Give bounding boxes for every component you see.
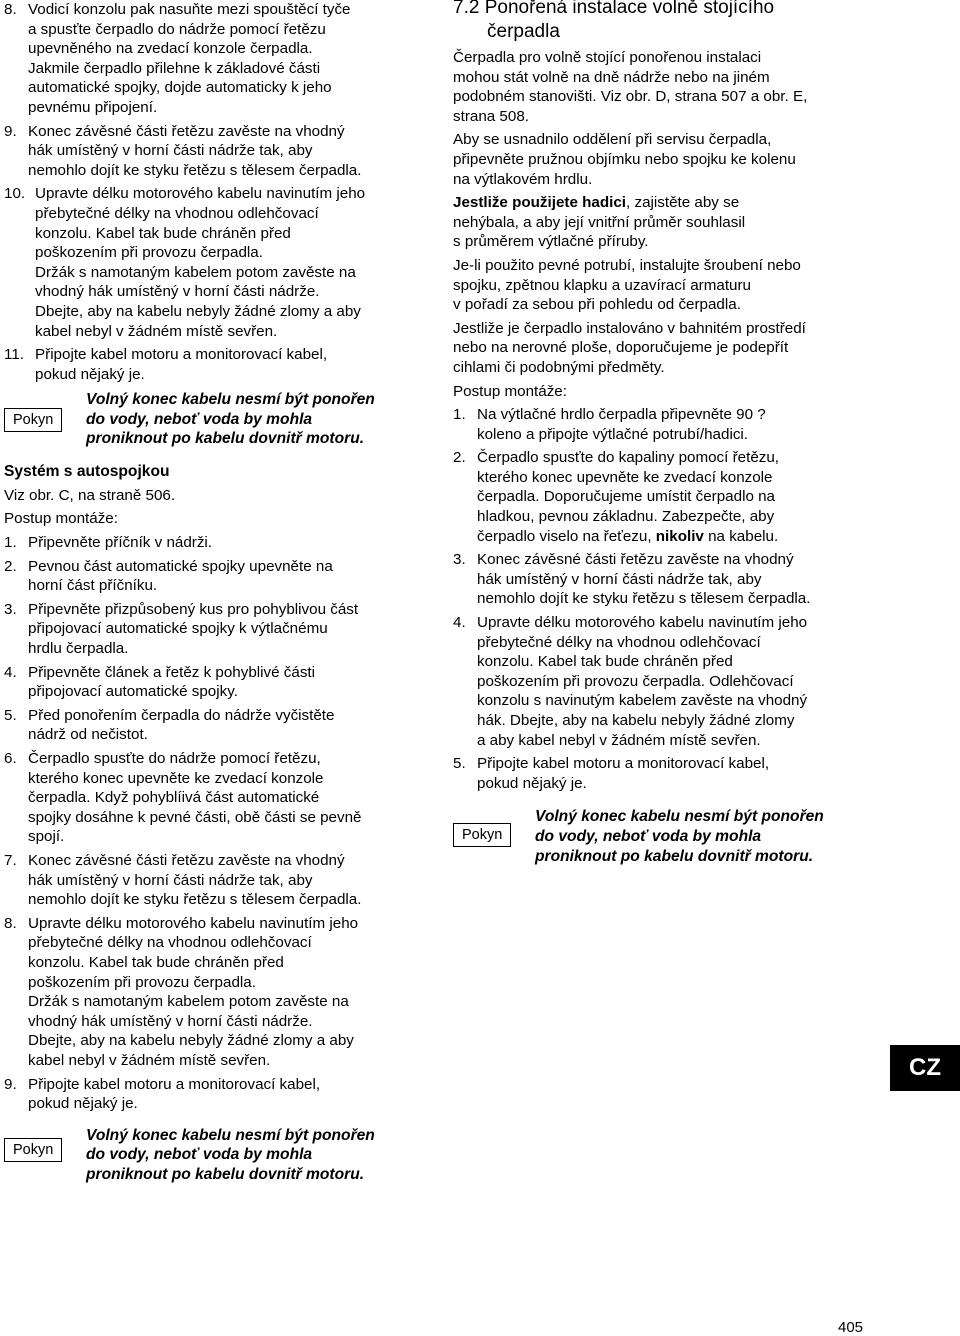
page-number: 405: [838, 1319, 864, 1336]
text-line: poškozením při provozu čerpadla.: [28, 973, 256, 991]
text-line: Připojte kabel motoru a monitorovací kabel,: [28, 1075, 321, 1093]
text-line: s průměrem výtlačné příruby.: [453, 233, 649, 251]
paragraph-rigid-pipe: [453, 256, 873, 315]
text-line: a aby kabel nebyl v žádném místě sevřen.: [477, 731, 761, 749]
warning-text: [86, 1126, 422, 1185]
text-line: kterého konec upevněte ke zvedací konzole: [477, 468, 773, 486]
text-line: Upravte délku motorového kabelu navinutím jeho: [35, 185, 366, 203]
text-line: připevněte pružnou objímku nebo spojku ke kolenu: [453, 150, 796, 168]
text-line: Připojte kabel motoru a monitorovací kabel,: [35, 346, 328, 364]
text-line: hrdlu čerpadla.: [28, 640, 129, 658]
text-line: Připevněte přizpůsobený kus pro pohyblivou část: [28, 600, 359, 618]
warning-text: [86, 390, 422, 449]
list-item: [4, 122, 422, 181]
list-item: [4, 1075, 422, 1114]
right-steps-list: [453, 550, 873, 793]
section-heading-line: [453, 0, 873, 20]
step-number: 9.: [4, 122, 17, 140]
text-line: strana 508.: [453, 107, 529, 125]
continued-steps-list: [4, 0, 422, 384]
text-line: konzolu. Kabel tak bude chráněn před: [477, 653, 733, 671]
step-number: 9.: [4, 1075, 17, 1093]
text-line: nemohlo dojít ke styku řetězu s tělesem čerpadla.: [28, 891, 362, 909]
text-line: kterého konec upevněte ke zvedací konzole: [28, 769, 324, 787]
warning-line: proniknout po kabelu dovnitř motoru.: [535, 847, 814, 865]
warning-line: do vody, neboť voda by mohla: [535, 827, 762, 845]
list-item: [453, 613, 873, 750]
text-line: přebytečné délky na vhodnou odlehčovací: [35, 204, 319, 222]
list-item: [4, 557, 422, 596]
step-number: 10.: [4, 185, 26, 203]
pokyn-badge: Pokyn: [453, 823, 511, 847]
text-line: v pořadí za sebou při pohledu od čerpadla.: [453, 296, 741, 314]
warning-line: do vody, neboť voda by mohla: [86, 410, 313, 428]
step-number: 3.: [453, 551, 466, 569]
text-line: Aby se usnadnilo oddělení při servisu čerpadla,: [453, 131, 772, 149]
step-number: 5.: [453, 755, 466, 773]
text-line: Jestliže je čerpadlo instalováno v bahnitém prostředí: [453, 319, 806, 337]
list-item: [4, 600, 422, 659]
list-item: [4, 663, 422, 702]
paragraph-service: [453, 130, 873, 189]
text-line: hladkou, pevnou základnu. Zabezpečte, aby: [477, 508, 775, 526]
text-line: nebo na nerovné ploše, doporučujeme je podepřít: [453, 339, 789, 357]
warning-note-3: [453, 807, 873, 867]
step-number: 1.: [4, 534, 17, 552]
text-fragment: čerpadlo viselo na řeťezu,: [477, 527, 656, 545]
text-line: konzolu s navinutým kabelem zavěste na vhodný: [477, 692, 808, 710]
procedure-label: Postup montáže:: [453, 382, 567, 400]
bold-phrase: nikoliv: [655, 527, 704, 545]
text-line: Čerpadlo spusťte do kapaliny pomocí řetězu,: [477, 449, 780, 467]
text-line: Pevnou část automatické spojky upevněte na: [28, 557, 333, 575]
installation-steps-list: [4, 533, 422, 1114]
text-line: čerpadla. Doporučujeme umístit čerpadlo na: [477, 488, 776, 506]
text-line: [477, 527, 873, 547]
text-line: Upravte délku motorového kabelu navinutím jeho: [28, 914, 359, 932]
list-item: [4, 706, 422, 745]
step-number: 1.: [453, 406, 466, 424]
text-line: na výtlakovém hrdlu.: [453, 170, 593, 188]
section-heading-line: čerpadla: [487, 21, 560, 42]
text-line: přebytečné délky na vhodnou odlehčovací: [28, 934, 312, 952]
list-item: [453, 550, 873, 609]
pokyn-badge: Pokyn: [4, 1138, 62, 1162]
text-line: kabel nebyl v žádném místě sevřen.: [35, 322, 278, 340]
step-number: 4.: [453, 614, 466, 632]
text-line: Je-li použito pevné potrubí, instalujte šroubení nebo: [453, 256, 801, 274]
text-line: hák umístěný v horní části nádrže tak, aby: [28, 871, 313, 889]
warning-line: do vody, neboť voda by mohla: [86, 1146, 313, 1164]
text-line: přebytečné délky na vhodnou odlehčovací: [477, 633, 761, 651]
text-line: konzolu. Kabel tak bude chráněn před: [28, 953, 284, 971]
step-number: 5.: [4, 706, 17, 724]
text-fragment: , zajistěte aby se: [626, 194, 740, 212]
text-line: vhodný hák umístěný v horní části nádrže.: [35, 283, 320, 301]
warning-line: Volný konec kabelu nesmí být ponořen: [86, 391, 375, 409]
text-line: Konec závěsné části řetězu zavěste na vhodný: [28, 122, 345, 140]
text-line: Čerpadla pro volně stojící ponořenou instalaci: [453, 49, 762, 66]
text-line: nemohlo dojít ke styku řetězu s tělesem čerpadla.: [477, 590, 811, 608]
list-item: [4, 914, 422, 1071]
warning-line: Volný konec kabelu nesmí být ponořen: [86, 1126, 375, 1144]
step-number: 7.: [4, 851, 17, 869]
language-tab: CZ: [890, 1045, 960, 1091]
text-line: Jakmile čerpadlo přilehne k základové části: [28, 59, 321, 77]
text-line: upevněného na zvedací konzole čerpadla.: [28, 40, 313, 58]
warning-line: proniknout po kabelu dovnitř motoru.: [86, 1165, 365, 1183]
paragraph-freestanding-intro: [453, 48, 873, 126]
text-line: Připevněte příčník v nádrži.: [28, 534, 213, 552]
warning-text: [535, 807, 873, 866]
section-heading-autocoupling: Systém s autospojkou: [4, 463, 170, 481]
text-line: Držák s namotaným kabelem potom zavěste na: [35, 263, 356, 281]
paragraph-muddy: [453, 319, 873, 378]
list-item: [4, 184, 422, 341]
text-line: Před ponořením čerpadla do nádrže vyčistěte: [28, 706, 335, 724]
text-line: poškozením při provozu čerpadla.: [35, 244, 263, 262]
list-item: [4, 533, 422, 553]
text-line: horní část příčníku.: [28, 577, 158, 595]
text-line: hák umístěný v horní části nádrže tak, aby: [28, 142, 313, 160]
text-line: pokud nějaký je.: [35, 365, 145, 383]
text-line: Držák s namotaným kabelem potom zavěste na: [28, 993, 349, 1011]
text-fragment: na kabelu.: [703, 527, 779, 545]
warning-note-2: [4, 1126, 422, 1186]
text-line: podobném stanovišti. Viz obr. D, strana 507 a obr. E,: [453, 88, 808, 106]
list-item: [453, 754, 873, 793]
right-column: [453, 0, 873, 877]
list-item: [4, 851, 422, 910]
text-line: připojovací automatické spojky.: [28, 683, 238, 701]
text-line: hák. Dbejte, aby na kabelu nebyly žádné zlomy: [477, 712, 795, 729]
text-line: Konec závěsné části řetězu zavěste na vhodný: [28, 851, 345, 869]
text-line: Dbejte, aby na kabelu nebyly žádné zlomy a aby: [28, 1032, 354, 1050]
text-line: spojí.: [28, 828, 65, 846]
step-number: 8.: [4, 914, 17, 932]
text-line: kabel nebyl v žádném místě sevřen.: [28, 1051, 271, 1069]
section-title-line1: Ponořená instalace volně stojícího: [484, 0, 775, 18]
step-number: 6.: [4, 750, 17, 767]
section-number: 7.2: [453, 0, 480, 18]
text-line: nemohlo dojít ke styku řetězu s tělesem čerpadla.: [28, 161, 362, 179]
text-line: cihlami či podobnými předměty.: [453, 358, 665, 376]
text-line: vhodný hák umístěný v horní části nádrže.: [28, 1012, 313, 1030]
text-line: pevnému připojení.: [28, 98, 158, 116]
step-number: 4.: [4, 663, 17, 681]
left-column: [4, 0, 422, 1196]
step-number: 11.: [4, 346, 24, 364]
text-line: Dbejte, aby na kabelu nebyly žádné zlomy a aby: [35, 302, 361, 320]
text-line: Vodicí konzolu pak nasuňte mezi spouštěcí tyče: [28, 1, 351, 18]
text-line: a spusťte čerpadlo do nádrže pomocí řetězu: [28, 20, 326, 38]
step-number: 8.: [4, 1, 17, 18]
step-number: 2.: [453, 449, 466, 467]
procedure-label: Postup montáže:: [4, 510, 118, 528]
list-item: [453, 405, 873, 444]
step-number: 3.: [4, 600, 17, 618]
text-line: Připevněte článek a řetěz k pohyblivé části: [28, 663, 316, 681]
text-line: Konec závěsné části řetězu zavěste na vhodný: [477, 551, 794, 569]
text-line: spojku, zpětnou klapku a uzavírací armaturu: [453, 276, 752, 294]
text-line: mohou stát volně na dně nádrže nebo na jiném: [453, 68, 770, 86]
text-line: Upravte délku motorového kabelu navinutím jeho: [477, 614, 808, 632]
text-line: nádrž od nečistot.: [28, 726, 148, 744]
section-heading-freestanding: [453, 0, 873, 44]
list-item: [4, 0, 422, 118]
text-line: pokud nějaký je.: [28, 1095, 138, 1113]
text-line: konzolu. Kabel tak bude chráněn před: [35, 224, 291, 242]
list-item: [453, 448, 873, 546]
text-line: Na výtlačné hrdlo čerpadla připevněte 90 ?: [477, 406, 766, 424]
text-line: Čerpadlo spusťte do nádrže pomocí řetězu,: [28, 750, 321, 767]
text-line: nehýbala, a aby její vnitřní průměr souhlasil: [453, 213, 746, 231]
warning-note-1: [4, 390, 422, 450]
pokyn-badge: Pokyn: [4, 408, 62, 432]
warning-line: proniknout po kabelu dovnitř motoru.: [86, 430, 365, 448]
text-line: hák umístěný v horní části nádrže tak, aby: [477, 570, 762, 588]
list-item: [4, 749, 422, 847]
text-line: poškozením při provozu čerpadla. Odlehčovací: [477, 672, 794, 690]
text-line: koleno a připojte výtlačné potrubí/hadici.: [477, 425, 749, 443]
step-number: 2.: [4, 557, 17, 575]
list-item: [4, 345, 422, 384]
bold-phrase: Jestliže použijete hadici: [453, 194, 627, 212]
warning-line: Volný konec kabelu nesmí být ponořen: [535, 808, 824, 826]
figure-reference: Viz obr. C, na straně 506.: [4, 486, 176, 504]
text-line: Připojte kabel motoru a monitorovací kabel,: [477, 755, 770, 773]
text-line: připojovací automatické spojky k výtlačnému: [28, 620, 328, 638]
text-line: pokud nějaký je.: [477, 774, 587, 792]
paragraph-hose: [453, 193, 873, 252]
text-line: [453, 193, 873, 213]
text-line: čerpadla. Když pohyblíivá část automatické: [28, 789, 320, 807]
text-line: automatické spojky, dojde automaticky k jeho: [28, 79, 332, 97]
text-line: spojky dosáhne k pevné části, obě části se pevně: [28, 808, 362, 826]
